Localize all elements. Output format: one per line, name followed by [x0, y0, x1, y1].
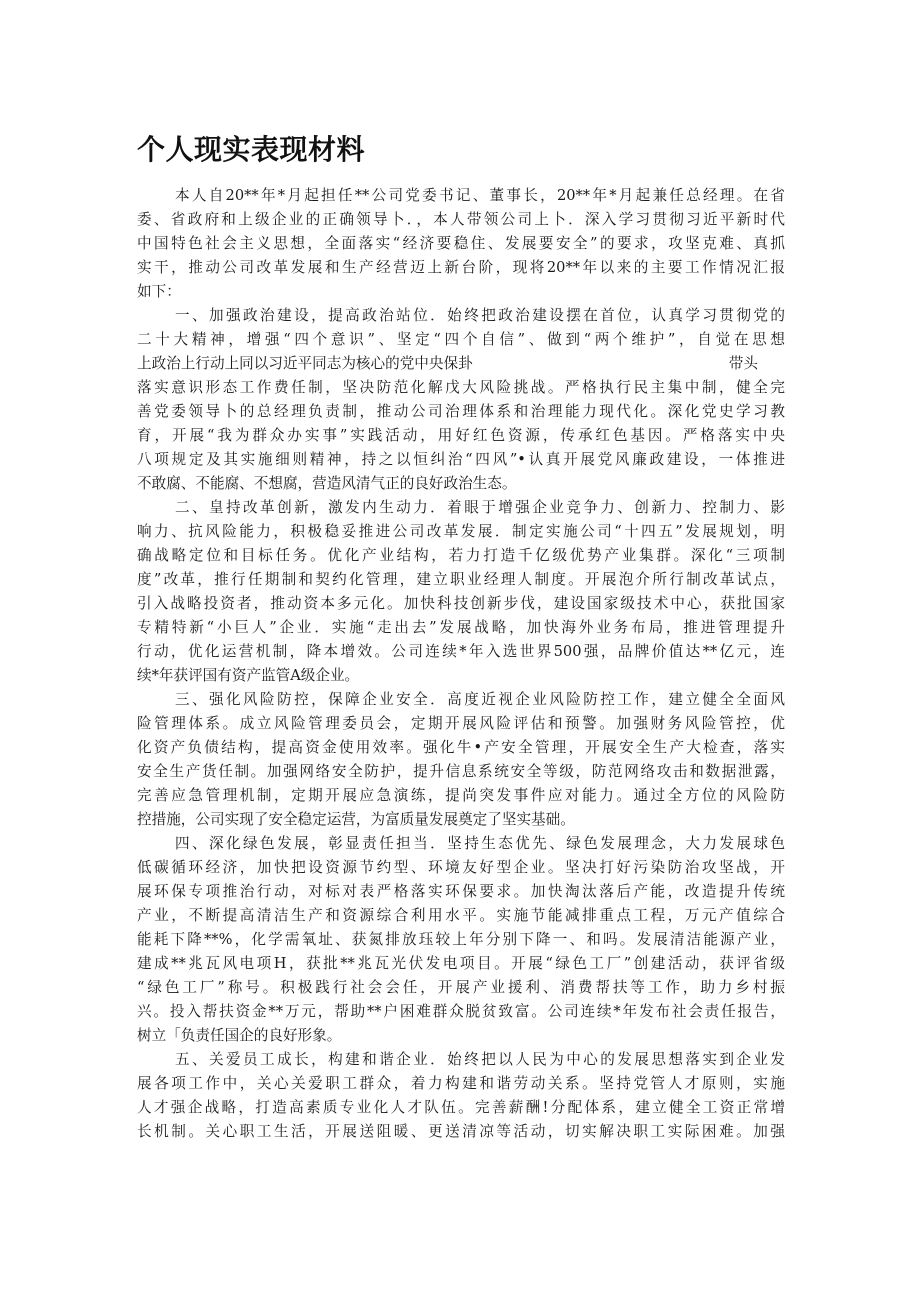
section-5-paragraph — [137, 1048, 785, 1144]
text-line: 安全生产货任制。加强网络安全防护，提升信息系统安全等级，防范网络攻击和数据泄露， — [137, 763, 785, 780]
text-line: 专精特新“小巨人”企业．实施“走出去”发展战略，加快海外业务布局，推进管理提升 — [137, 619, 785, 636]
text-line: 树立「负责任国企的良好形象。 — [137, 1027, 342, 1044]
section-3-paragraph — [137, 688, 785, 832]
text-line: 行动，优化运营机制，降本增效。公司连续*年入选世界500强，品牌价值达**亿元，连 — [137, 643, 785, 660]
text-line: 不敢腐、不能腐、不想腐，营造风清气正的良好政治生态。 — [137, 475, 517, 492]
text-line: 控措施，公司实现了安全稳定运营，为富质量发展奠定了坚实基础。 — [137, 811, 575, 828]
text-line: 确战略定位和目标任务。优化产业结构，若力打造千亿级优势产业集群。深化“三项制 — [137, 547, 785, 564]
document-body — [137, 184, 785, 1144]
text-line-head: 上政治上行动上同以习近平同志为核心的党中央保卦 — [137, 355, 473, 372]
text-line: 二、皇持改革创新，激发内生动力．着眼于增强企业竞争力、创新力、控制力、影 — [175, 499, 785, 516]
text-line: 化资产负债结构，提高资金使用效率。强化牛•产安全管理，开展安全生产大检查，落实 — [137, 739, 785, 756]
intro-paragraph — [137, 184, 785, 304]
text-line: 二十大精神，增强“四个意识”、坚定“四个自信”、做到“两个维护”，自觉在思想 — [137, 331, 785, 348]
text-line: 展环保专项推治行动，对标对表严格落实环保要求。加快淘汰落后产能，改造提升传统 — [137, 883, 785, 900]
text-line: 产业，不断提高清洁生产和资源综合利用水平。实施节能减排重点工程，万元产值综合 — [137, 907, 785, 924]
text-line: 落实意识形态工作费任制，坚决防范化解戊大风险挑战。严格执行民主集中制，健全完 — [137, 379, 785, 396]
text-line: 建成**兆瓦风电项H，获批**兆瓦光伏发电项目。开展“绿色工厂”创建活动，获评省级 — [137, 955, 785, 972]
section-2-paragraph — [137, 496, 785, 688]
text-line: 三、强化风险防控，保障企业安全．高度近视企业风险防控工作，建立健全全面风 — [175, 691, 785, 708]
text-line: 八项规定及其实施细则精神，持之以恒纠治“四风”•认真开展党风廉政建设，一体推进 — [137, 451, 785, 468]
text-line: 中国特色社会主义思想，全面落实“经济要稳住、发展要安全”的要求，攻坚克难、真抓 — [137, 235, 785, 252]
text-line-tail: 带头 — [728, 355, 758, 372]
text-line: 长机制。关心职工生活，开展送阻暖、更送清凉等活动，切实解决职工实际困难。加强 — [137, 1123, 785, 1140]
text-line: 实干，推动公司改革发展和生产经营迈上新台阶，现将20**年以来的主要工作情况汇报 — [137, 259, 785, 276]
text-line: 委、省政府和上级企业的正确领导卜．，本人带领公司上卜．深入学习贯彻习近平新时代 — [137, 211, 785, 228]
text-line: 续*年获评国有资产监管A级企业。 — [137, 667, 360, 684]
text-line: 如下： — [137, 283, 181, 300]
text-line: 人才强企战略，打造高素质专业化人才队伍。完善薪酬!分配体系，建立健全工资正常增 — [137, 1099, 785, 1116]
text-line: 展各项工作中，关心关爱职工群众，着力构建和谐劳动关系。坚持党管人才原则，实施 — [137, 1075, 785, 1092]
text-line: 能耗下降**%，化学需氧址、获氮排放珏较上年分别下降一、和吗。发展清洁能源产业， — [137, 931, 785, 948]
document-title: 个人现实表现材料 — [137, 133, 366, 166]
text-line: 险管理体系。成立风险管理委员会，定期开展风险评估和预警。加强财务风险管控，优 — [137, 715, 785, 732]
text-line: 一、加强政治建设，提高政治站位．始终把政治建设摆在首位，认真学习贯彻党的 — [175, 307, 785, 324]
text-line: 兴。投入帮扶资金**万元，帮助**户困难群众脱贫致富。公司连续*年发布社会责任报告， — [137, 1003, 785, 1020]
text-line: 引入战略投资者，推动资本多元化。加快科技创新步伐，建设国家级技术中心，获批国家 — [137, 595, 785, 612]
text-line: 五、关爱员工成长，构建和谐企业．始终把以人民为中心的发展思想落实到企业发 — [175, 1051, 785, 1068]
text-line-split — [137, 352, 785, 376]
text-line: 响力、抗风险能力，积极稳妥推进公司改革发展．制定实施公司“十四五”发展规划，明 — [137, 523, 785, 540]
text-line: 本人自20**年*月起担任**公司党委书记、董事长，20**年*月起兼任总经理。在省 — [175, 187, 785, 204]
text-line: 度”改革，推行任期制和契约化管理，建立职业经理人制度。开展泡介所行制改革试点， — [137, 571, 785, 588]
text-line: 完善应急管理机制，定期开展应急演练，提尚突发事件应对能力。通过全方位的风险防 — [137, 787, 785, 804]
text-line: 善党委领导卜的总经理负责制，推动公司治理体系和治理能力现代化。深化党史学习教 — [137, 403, 785, 420]
text-line: “绿色工厂”称号。积极践行社会会任，开展产业援利、消费帮扶等工作，助力乡村振 — [137, 979, 785, 996]
section-4-paragraph — [137, 832, 785, 1048]
text-line: 低碳循环经济，加快把设资源节约型、环境友好型企业。坚决打好污染防治攻坚战，开 — [137, 859, 785, 876]
text-line: 四、深化绿色发展，彰显责任担当．坚持生态优先、绿色发展理念，大力发展球色 — [175, 835, 785, 852]
text-line: 育，开展“我为群众办实事”实践活动，用好红色资源，传承红色基因。严格落实中央 — [137, 427, 785, 444]
section-1-paragraph — [137, 304, 785, 496]
